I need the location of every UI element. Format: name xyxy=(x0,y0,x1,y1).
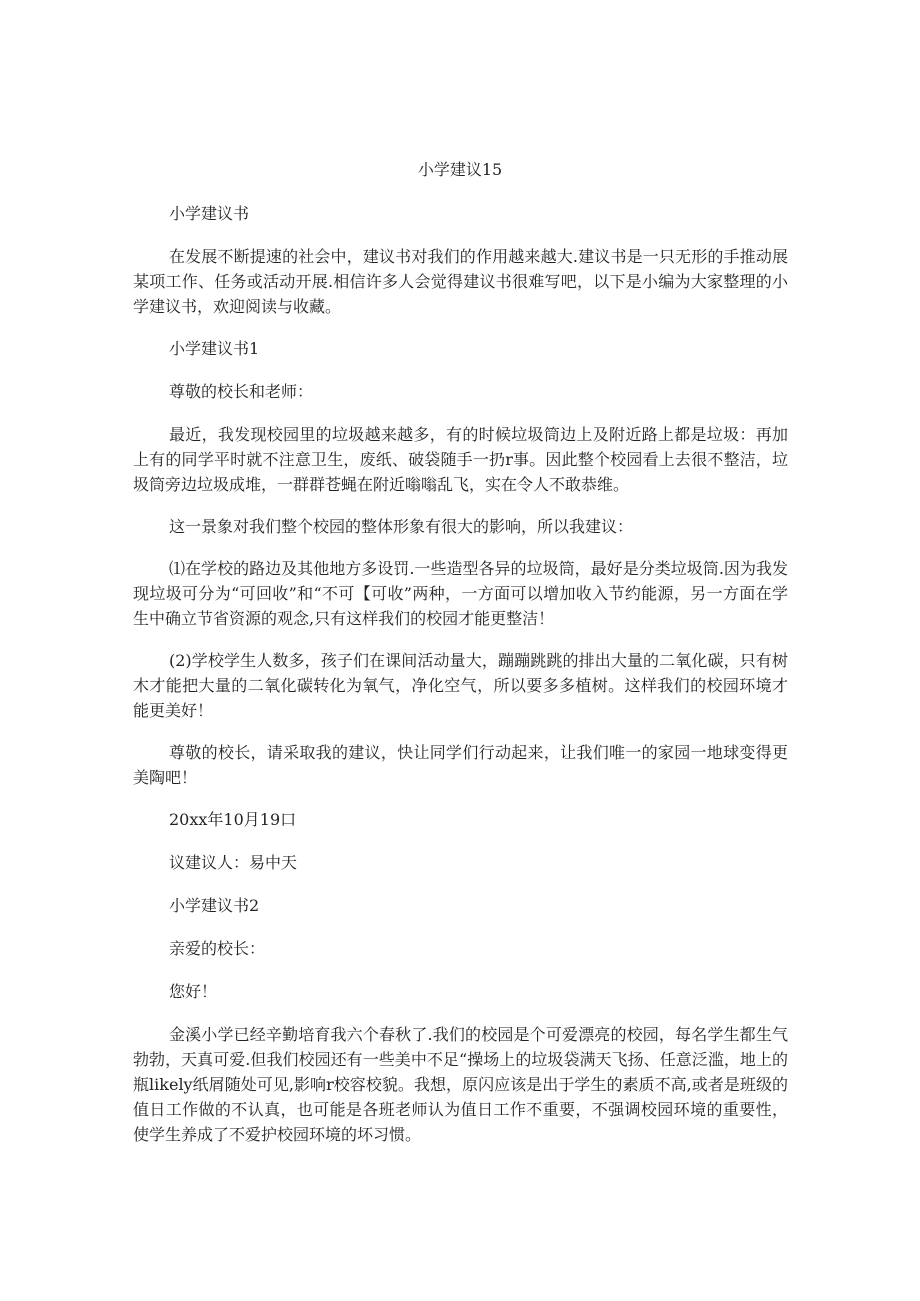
greeting: 您好！ xyxy=(169,982,218,1001)
document-body xyxy=(133,201,788,1164)
body-paragraph: 这一景象对我们整个校园的整体形象有很大的影响，所以我建议： xyxy=(169,517,634,536)
salutation: 亲爱的校长： xyxy=(169,939,266,958)
body-paragraph: (2)学校学生人数多，孩子们在课间活动量大，蹦蹦跳跳的排出大量的二氧化碳，只有树木才能把大量的二氧化碳转化为氧气，净化空气，所以要多多植树。这样我们的校园环境才能更美好！ xyxy=(133,651,788,720)
body-paragraph: 尊敬的校长，请采取我的建议，快让同学们行动起来，让我们唯一的家园一地球变得更美陶吧！ xyxy=(133,743,788,787)
intro-paragraph: 在发展不断提速的社会中，建议书对我们的作用越来越大.建议书是一只无形的手推动展某项工作、任务或活动开展.相信许多人会觉得建议书很难写吧，以下是小编为大家整理的小学建议书，欢迎阅读与收藏。 xyxy=(133,247,788,316)
document-title: 小学建议15 xyxy=(417,160,503,179)
body-paragraph: 金溪小学已经辛勤培育我六个春秋了.我们的校园是个可爱漂亮的校园，每名学生都生气勃勃，天真可爱.但我们校园还有一些美中不足“操场上的垃圾袋满天飞扬、任意泛滥，地上的瓶likely纸屑随处可见,影响r校容校貌。我想，原闪应该是出于学生的素质不高,或者是班级的值日工作做的不认真，也可能是各班老师认为值日工作不重要，不强调校园环境的重要性，使学生养成了不爱护校园环境的坏习惯。 xyxy=(133,1025,788,1144)
signature-line: 议建议人：易中天 xyxy=(169,853,298,872)
section-heading: 小学建议书1 xyxy=(169,339,260,358)
section-heading: 小学建议书 xyxy=(169,204,250,223)
body-paragraph: 最近，我发现校园里的垃圾越来越多，有的时候垃圾筒边上及附近路上都是垃圾：再加上有的同学平时就不注意卫生，废纸、破袋随手一扔r事。因此整个校园看上去很不整洁，垃圾筒旁边垃圾成堆，一群群苍蝇在附近嗡嗡乱飞，实在令人不敢恭维。 xyxy=(133,425,788,494)
section-heading: 小学建议书2 xyxy=(169,896,260,915)
salutation: 尊敬的校长和老师： xyxy=(169,382,314,401)
body-paragraph: ⑴在学校的路边及其他地方多设罚.一些造型各异的垃圾筒，最好是分类垃圾筒.因为我发现垃圾可分为“可回收”和“不可【可收”两种，一方面可以增加收入节约能源，另一方面在学生中确立节省资源的观念,只有这样我们的校园才能更整洁！ xyxy=(133,559,788,628)
date-line: 20xx年10月19口 xyxy=(169,810,297,829)
